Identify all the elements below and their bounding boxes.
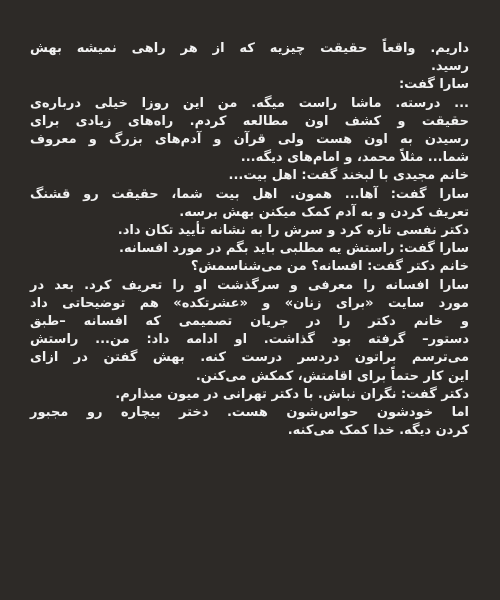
text-line: سارا گفت: (398, 77, 469, 93)
text-line: سارا گفت: آها... همون. اهل بیت شما، حقیقت رو قشنگ (30, 186, 469, 202)
text-line: دکتر نفسی تازه کرد و سرش را به نشانه تأیید تکان داد. (117, 223, 469, 239)
text-line: مورد سایت «برای زنان» و «عشرتکده» هم توضیحاتی داد (30, 295, 469, 311)
text-line: دکتر گفت: نگران نباش. با دکتر تهرانی در میون میذارم. (115, 386, 469, 402)
text-line: می‌ترسم براتون دردسر درست کنه. بهش گفتن در ازای (30, 350, 469, 366)
text-line: سارا گفت: راستش یه مطلبی باید بگم در مورد افسانه. (119, 241, 469, 257)
document-body (30, 40, 469, 440)
text-line: رسید. (430, 59, 469, 75)
text-line: داریم. واقعاً حقیقت چیزیه که از هر راهی نمیشه بهش (30, 41, 469, 56)
text-line: رسیدن به اون هست ولی قرآن و آدم‌های بزرگ و معروف (30, 132, 469, 148)
text-line: خانم دکتر گفت: افسانه؟ من می‌شناسمش؟ (190, 259, 469, 275)
text-line: کردن دیگه. خدا کمک می‌کنه. (287, 423, 469, 439)
text-line: حقیقت و کشف اون مطالعه کردم. راه‌های زیادی برای (30, 113, 469, 129)
text-line: شما... مثلاً محمد، و امام‌های دیگه... (240, 150, 469, 166)
text-line: دستور– گرفته بود گذاشت. او ادامه داد: من... راستش (30, 332, 469, 348)
text-line: اما خودشون حواس‌شون هست. دختر بیچاره رو مجبور (30, 405, 469, 421)
text-line: ... درسته. ماشا راست میگه. من این روزا خیلی درباره‌ی (30, 95, 469, 111)
text-line: خانم مجیدی با لبخند گفت: اهل بیت... (228, 168, 469, 184)
text-line: و خانم دکتر را در جریان تصمیمی که افسانه –طبق (30, 314, 469, 330)
text-line: تعریف کردن و به آدم کمک میکنن بهش برسه. (179, 204, 469, 220)
text-line: این کار حتماً برای اقامتش، کمکش می‌کنن. (195, 368, 469, 384)
text-line: سارا افسانه را معرفی و سرگذشت او را تعریف کرد. بعد در (30, 277, 469, 293)
